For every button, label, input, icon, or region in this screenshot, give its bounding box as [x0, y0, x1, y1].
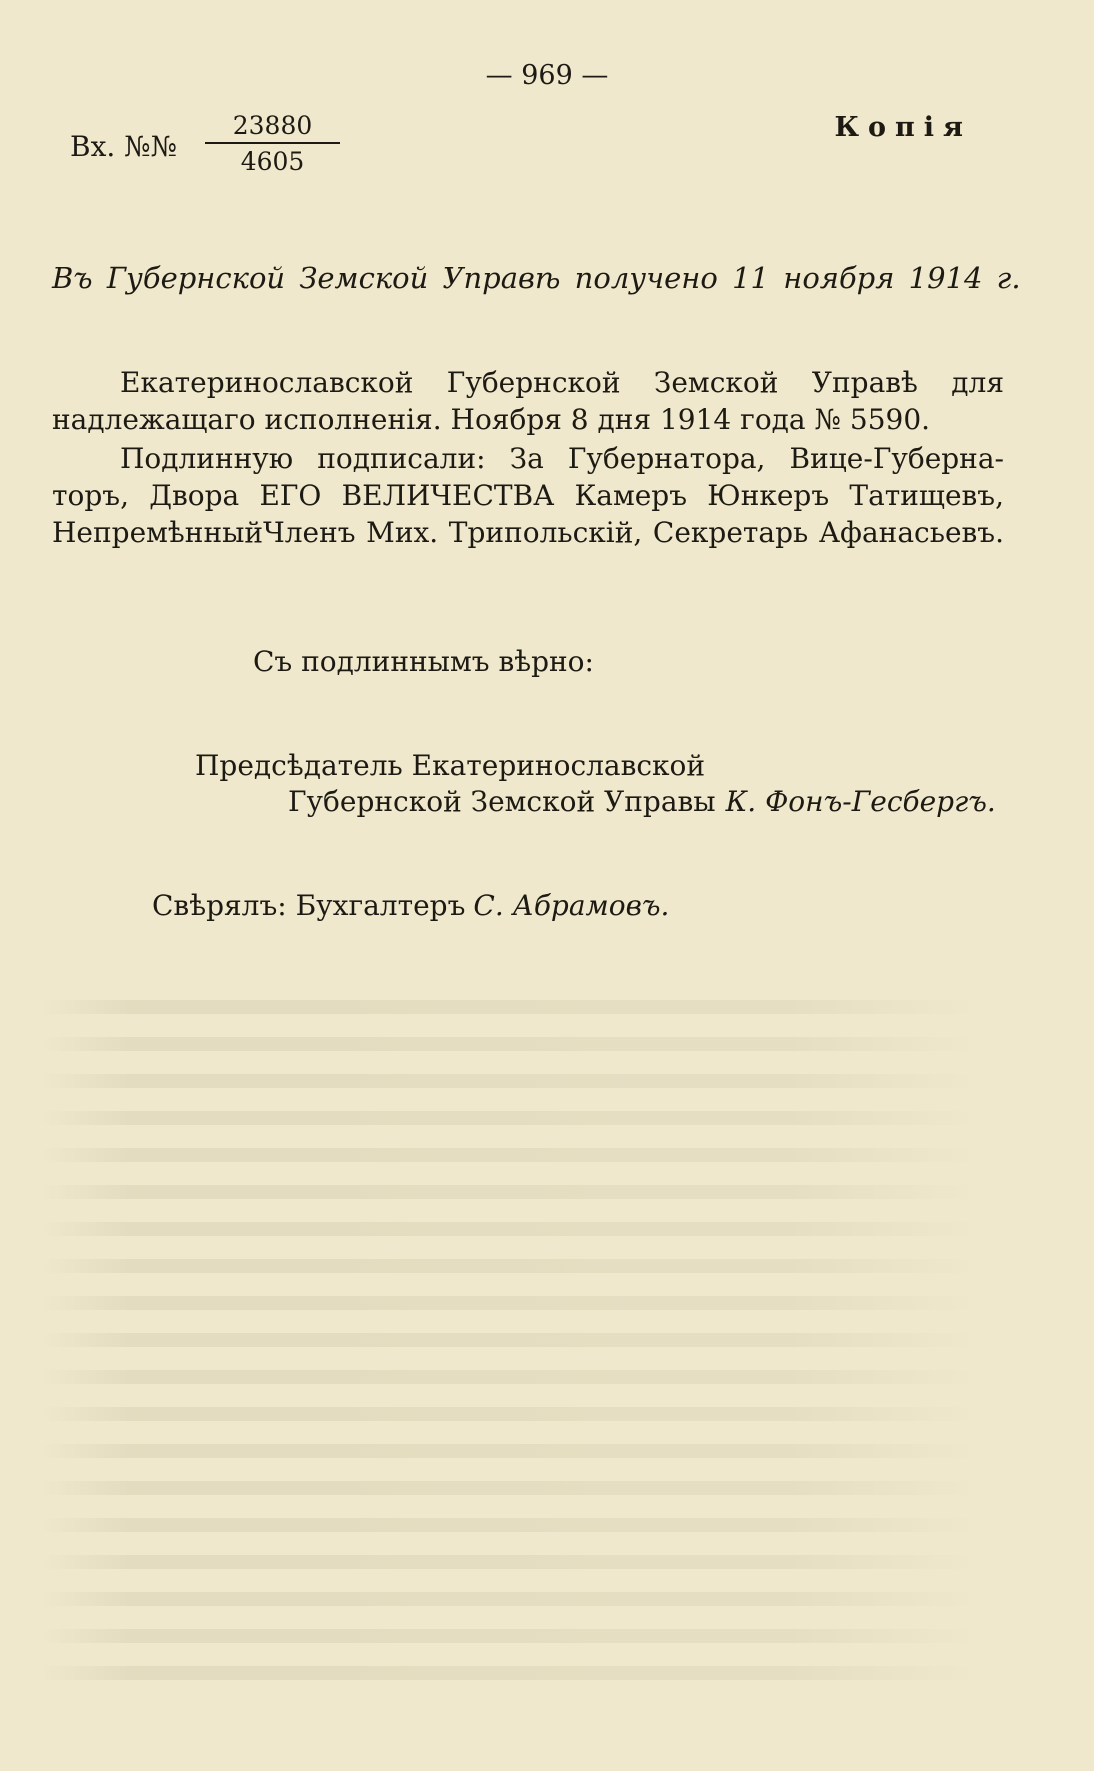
chairman-title-text: Губернской Земской Управы	[288, 785, 716, 818]
registry-denominator: 4605	[240, 147, 305, 176]
copy-label: Копія	[834, 112, 972, 143]
page-number: — 969 —	[485, 60, 609, 91]
paragraph-signatories	[52, 440, 1004, 551]
registry-number-fraction	[205, 112, 340, 176]
accountant-signature: С. Абрамовъ.	[473, 889, 670, 922]
registry-numerator: 23880	[232, 111, 313, 140]
paragraph-line: Подлинную подписали: За Губернатора, Вице-Губерна-	[120, 442, 1004, 475]
paragraph-forwarding	[52, 364, 1004, 438]
chairman-signature: К. Фонъ-Гесбергъ.	[725, 785, 996, 818]
paragraph-line: НепремѣнныйЧленъ Мих. Трипольскій, Секретарь Афанасьевъ.	[52, 516, 1004, 549]
chairman-title-line1: Предсѣдатель Екатеринославской	[195, 749, 706, 782]
paragraph-line: надлежащаго исполненія. Ноября 8 дня 1914 года № 5590.	[52, 403, 931, 436]
paragraph-line: торъ, Двора ЕГО ВЕЛИЧЕСТВА Камеръ Юнкеръ Татищевъ,	[52, 479, 1004, 512]
chairman-title-line2	[288, 785, 996, 818]
checked-by-line	[152, 889, 669, 922]
fraction-bar	[205, 142, 340, 144]
certification-line: Съ подлиннымъ вѣрно:	[253, 645, 594, 678]
registry-label: Вх. №№	[70, 130, 178, 163]
received-note: Въ Губернской Земской Управѣ получено 11 ноября 1914 г.	[52, 261, 1021, 295]
checked-by-label: Свѣрялъ: Бухгалтеръ	[152, 889, 466, 922]
paragraph-line: Екатеринославской Губернской Земской Управѣ для	[120, 366, 1004, 399]
